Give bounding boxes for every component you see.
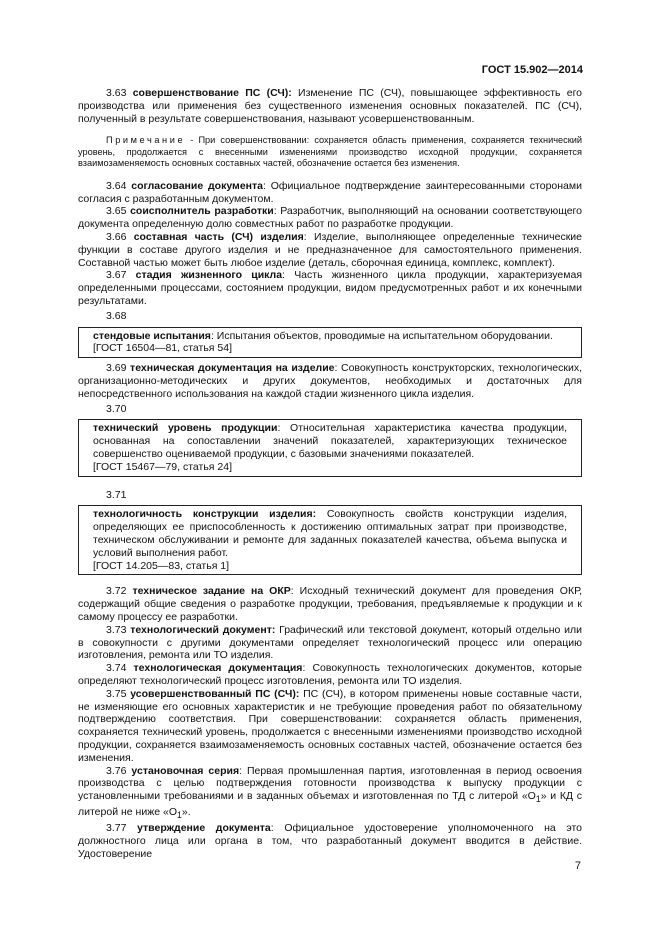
document-code: ГОСТ 15.902—2014 [481,64,583,76]
term-3-72: 3.72 техническое задание на ОКР: Исходный технический документ для проведения ОКР, содержащий общие сведения о разработке продукции, требования, предъявляемые к продукции и к самому процессу ее разработки. [78,585,583,623]
term-3-68-box [78,327,582,359]
term-3-77: 3.77 утверждение документа: Официальное удостоверение уполномоченного на это должностного лица или органа в том, что разработанный документ вводится в действие. Удостоверение [78,821,583,860]
term-3-68-ref: [ГОСТ 16504—81, статья 54] [93,342,232,355]
term-3-71-box [78,505,582,575]
term-3-63: 3.63 совершенствование ПС (СЧ): Изменение ПС (СЧ), повышающее эффективность его производства или применения без существенного изменения основных показателей. ПС (СЧ), полученный в результате совершенствования, называют усовершенствованным. [78,87,583,125]
term-3-65: 3.65 соисполнитель разработки: Разработчик, выполняющий на основании соответствующего документа определенную долю совместных работ по разработке продукции. [78,205,582,231]
term-3-71: технологичность конструкции изделия: Совокупность свойств конструкции изделия, определяющих ее приспособленность к достижению оптимальных затрат при производстве, техническом обслуживании и ремонте для заданных показателей качества, объема выпуска и условий выполнения работ. [93,508,568,559]
term-3-68-number: 3.68 [106,309,127,322]
term-3-70: технический уровень продукции: Относительная характеристика качества продукции, основанная на сопоставлении значений показателей, характеризующих техническое совершенство оцениваемой продукции, с базовыми значениями показателей. [93,422,567,461]
term-3-75: 3.75 усовершенствованный ПС (СЧ): ПС (СЧ), в котором применены новые составные части, не изменяющие его основных характеристик и не требующие проведения работ по обязательному подтверждению соответствия. При совершенствовании: сохраняется область применения, сохраняется технический уровень, продолжается с внесенными изменениями производство исходной продукции, сохраняется взаимозаменяемость основных составных частей, обозначение остается без изменения. [78,687,582,764]
term-3-66: 3.66 составная часть (СЧ) изделия: Изделие, выполняющее определенные технические функции в составе другого изделия и не предназначенное для самостоятельного применения. Составной частью может быть любое изделие (деталь, сборочная единица, комплекс, комплект). [78,231,582,269]
term-3-69: 3.69 техническая документация на изделие: Совокупность конструкторских, технологических, организационно-методических и других документов, необходимых и достаточных для непосредственного использования на каждой стадии жизненного цикла изделия. [78,362,583,400]
term-3-68: стендовые испытания: Испытания объектов, проводимые на испытательном оборудовании. [93,329,553,342]
page-number: 7 [574,860,581,872]
term-3-76: 3.76 установочная серия: Первая промышленная партия, изготовленная в период освоения производства с целью подтверждения готовности производства к выпуску продукции с установленными требованиями и в заданных объемах и изготовленная по ТД с литерой «$О_1$» и КД с литерой не ниже «$О_1$». [78,764,582,821]
term-3-70-number: 3.70 [106,402,127,415]
term-3-70-box [78,419,582,476]
term-3-71-number: 3.71 [106,488,127,501]
term-3-67: 3.67 стадия жизненного цикла: Часть жизненного цикла продукции, характеризуемая определенными процессами, состоянием продукции, видом предусмотренных работ и их конечными результатами. [78,269,583,308]
term-3-74: 3.74 технологическая документация: Совокупность технологических документов, которые определяют технологический процесс изготовления, ремонта или ТО изделия. [78,662,583,687]
term-3-64: 3.64 согласование документа: Официальное подтверждение заинтересованными сторонами согласия с разработанным документом. [78,179,582,205]
note: Примечание - При совершенствовании: сохраняется область применения, сохраняется технический уровень, продолжается с внесенными изменениями производство исходной продукции, сохраняется взаимозаменяемость основных составных частей, обозначение остается без изменения. [78,135,582,169]
term-3-70-ref: [ГОСТ 15467—79, статья 24] [93,460,232,473]
term-3-71-ref: [ГОСТ 14.205—83, статья 1] [93,559,230,572]
document-body [78,87,582,860]
term-3-73: 3.73 технологический документ: Графический или текстовой документ, который отдельно или в совокупности с другими документами определяет технологический процесс или операцию изготовления, ремонта или ТО изделия. [78,623,582,662]
